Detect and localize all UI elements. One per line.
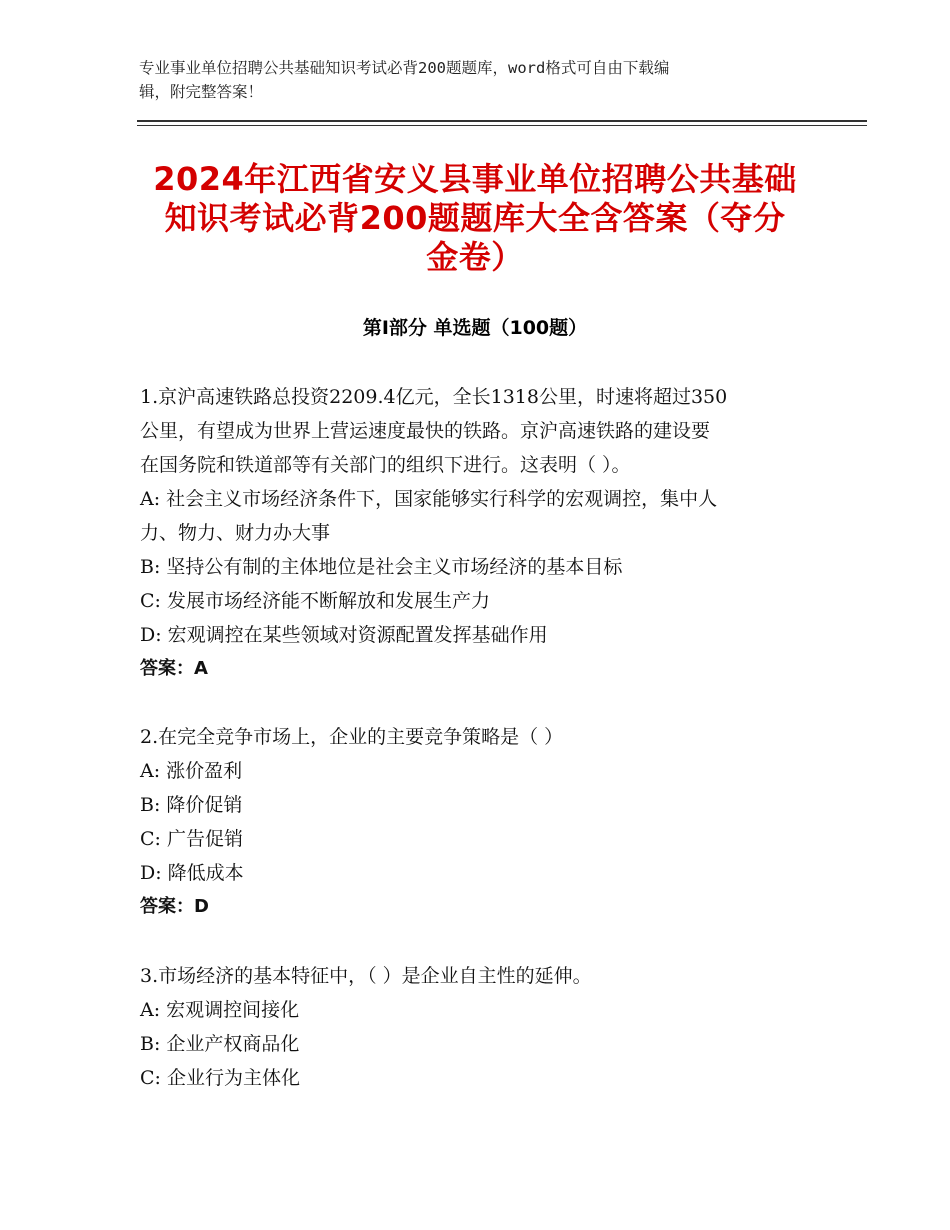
option-b: B: 企业产权商品化 <box>140 1033 300 1055</box>
question-stem: 公里，有望成为世界上营运速度最快的铁路。京沪高速铁路的建设要 <box>140 420 711 442</box>
option-b: B: 坚持公有制的主体地位是社会主义市场经济的基本目标 <box>140 556 623 578</box>
option-a-continued: 力、物力、财力办大事 <box>140 522 331 544</box>
option-c: C: 发展市场经济能不断解放和发展生产力 <box>140 590 490 612</box>
option-a: A: 涨价盈利 <box>140 760 243 782</box>
header-note-line: 专业事业单位招聘公共基础知识考试必背200题题库，word格式可自由下载编 <box>139 59 670 77</box>
question-2 <box>140 720 810 924</box>
section-title: 第Ⅰ部分 单选题（100题） <box>362 317 588 339</box>
question-stem: 2.在完全竞争市场上，企业的主要竞争策略是（ ） <box>140 726 564 748</box>
option-b: B: 降价促销 <box>140 794 243 816</box>
question-3 <box>140 959 810 1095</box>
option-c: C: 广告促销 <box>140 828 243 850</box>
question-stem: 在国务院和铁道部等有关部门的组织下进行。这表明（ ）。 <box>140 454 631 476</box>
document-title <box>140 160 810 277</box>
question-stem: 3.市场经济的基本特征中，（ ）是企业自主性的延伸。 <box>140 965 592 987</box>
option-d: D: 降低成本 <box>140 862 244 884</box>
title-line: 2024年江西省安义县事业单位招聘公共基础 <box>153 160 797 198</box>
title-line: 金卷） <box>426 238 524 276</box>
header-note-line: 辑，附完整答案！ <box>139 83 264 101</box>
answer: 答案：A <box>140 658 208 679</box>
question-stem: 1.京沪高速铁路总投资2209.4亿元，全长1318公里，时速将超过350 <box>140 386 728 408</box>
question-1 <box>140 380 810 686</box>
option-a: A: 宏观调控间接化 <box>140 999 300 1021</box>
option-a: A: 社会主义市场经济条件下，国家能够实行科学的宏观调控，集中人 <box>140 488 718 510</box>
header-rule <box>137 120 867 122</box>
option-d: D: 宏观调控在某些领域对资源配置发挥基础作用 <box>140 624 548 646</box>
header-rule <box>137 125 867 126</box>
title-line: 知识考试必背200题题库大全含答案（夺分 <box>164 199 786 237</box>
header-note <box>139 56 819 104</box>
answer: 答案：D <box>140 896 209 917</box>
option-c: C: 企业行为主体化 <box>140 1067 300 1089</box>
